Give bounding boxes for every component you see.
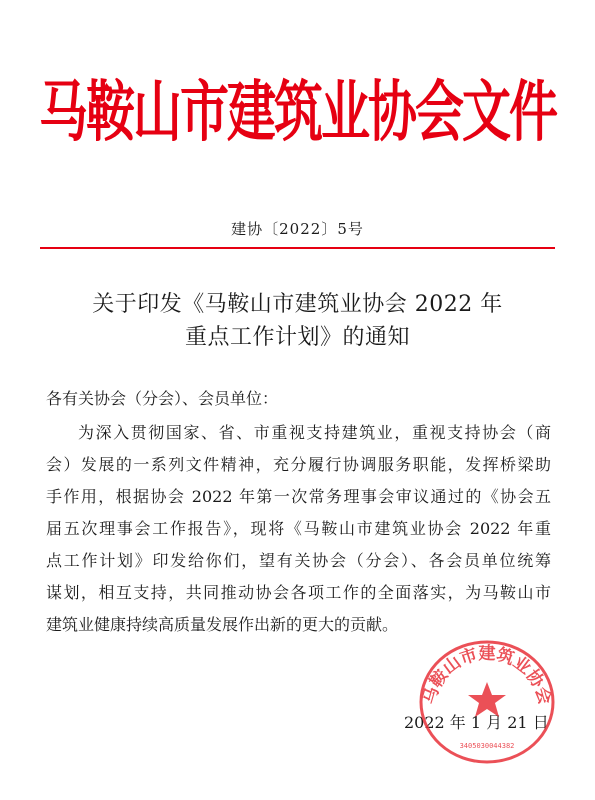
- official-seal: [412, 630, 562, 770]
- body-line-6: 谋划，相互支持，共同推动协会各项工作的全面落实，为马鞍山市: [46, 583, 551, 602]
- signature-date: 2022 年 1 月 21 日: [404, 713, 549, 732]
- body-line-3: 手作用，根据协会 2022 年第一次常务理事会审议通过的《协会五: [46, 487, 551, 506]
- body-line-1: 为深入贯彻国家、省、市重视支持建筑业，重视支持协会（商: [78, 423, 551, 442]
- header-divider-rule: [40, 247, 555, 249]
- body-line-7: 建筑业健康持续高质量发展作出新的更大的贡献。: [46, 615, 399, 634]
- document-header: 马鞍山市建筑业协会文件: [38, 73, 556, 151]
- seal-star-icon: [468, 682, 506, 717]
- document-title-line-2: 重点工作计划》的通知: [184, 325, 410, 350]
- body-line-5: 点工作计划》印发给你们，望有关协会（分会）、各会员单位统筹: [46, 551, 551, 570]
- salutation: 各有关协会（分会）、会员单位：: [46, 389, 279, 408]
- body-line-2: 会）发展的一系列文件精神，充分履行协调服务职能，发挥桥梁助: [46, 455, 551, 474]
- document-title-line-1: 关于印发《马鞍山市建筑业协会 2022 年: [92, 292, 503, 317]
- svg-text:3405030044382: 3405030044382: [459, 742, 515, 750]
- svg-text:马鞍山市建筑业协会: 马鞍山市建筑业协会: [419, 644, 555, 707]
- body-line-4: 届五次理事会工作报告》，现将《马鞍山市建筑业协会 2022 年重: [46, 519, 551, 538]
- document-number: 建协〔2022〕5号: [231, 220, 364, 238]
